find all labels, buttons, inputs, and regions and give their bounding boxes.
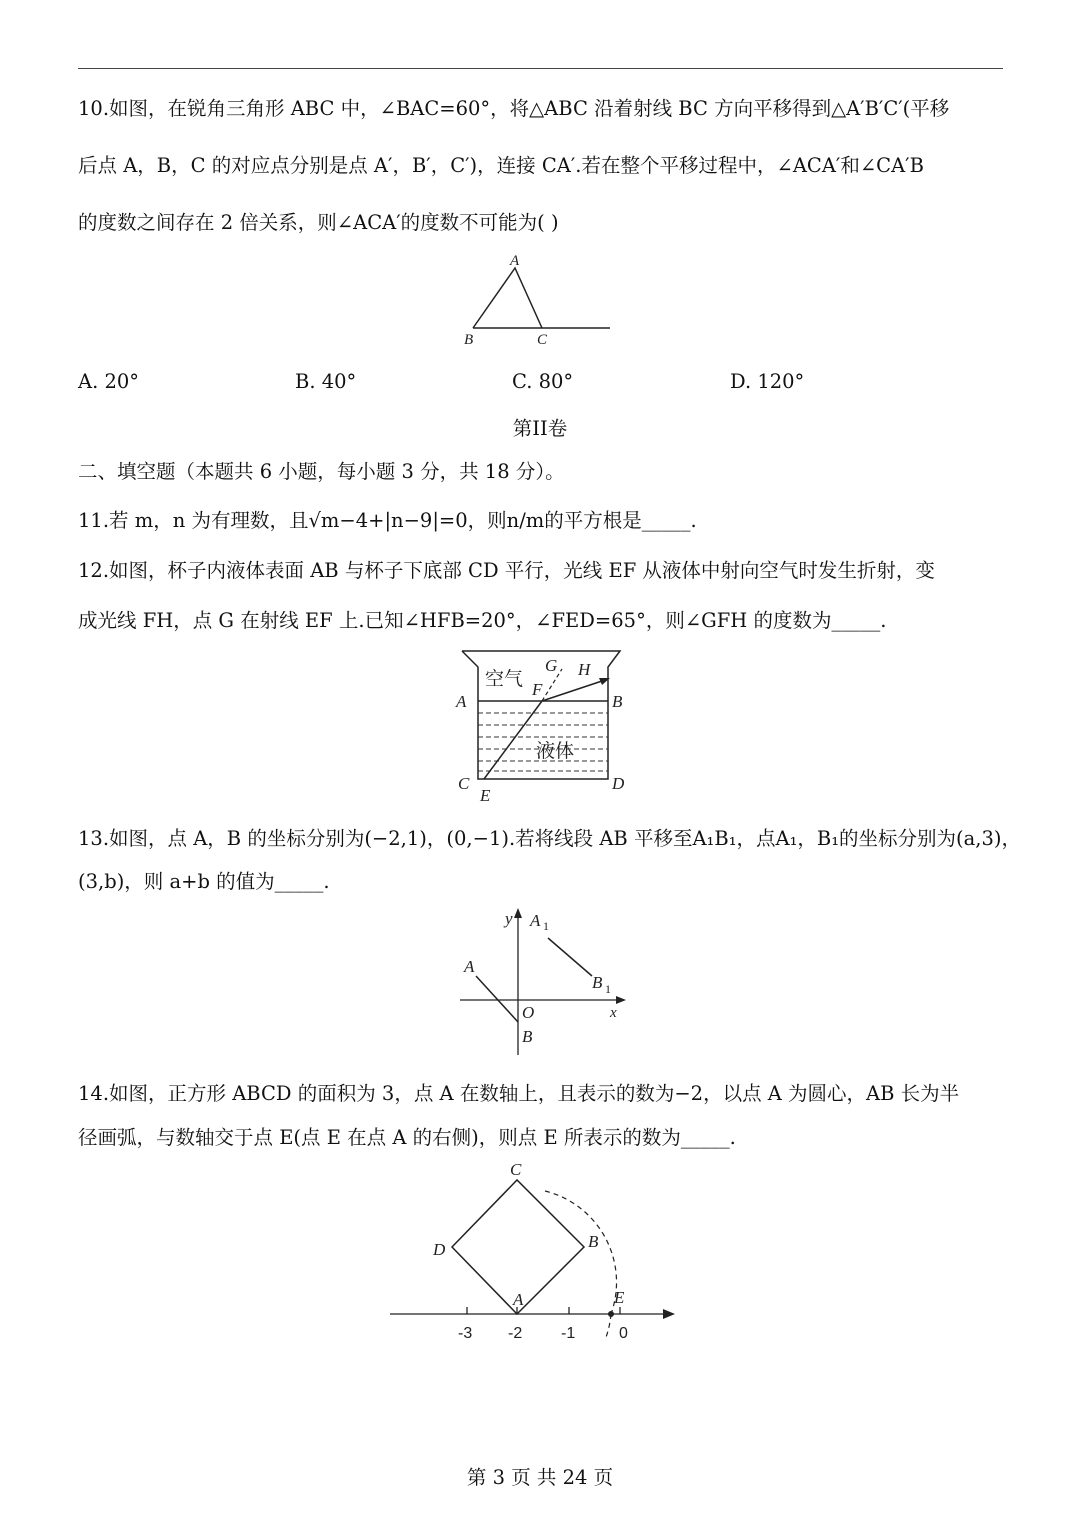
part2-title: 第II卷 <box>512 417 568 440</box>
q10-triangle-figure <box>455 250 625 350</box>
q13-label-y: y <box>505 909 513 928</box>
q14-label-e: E <box>614 1288 625 1307</box>
q14-label-b: B <box>588 1232 599 1251</box>
q14-tick-neg2: -2 <box>508 1325 523 1342</box>
page-footer: 第 3 页 共 24 页 <box>466 1466 614 1489</box>
q12-label-c: C <box>458 774 470 793</box>
q14-label-a: A <box>513 1290 524 1309</box>
q13-label-a: A <box>464 957 475 976</box>
q13-label-b1-sub: 1 <box>605 982 611 996</box>
q10-label-b: B <box>464 332 474 348</box>
q12-line2: 成光线 FH，点 G 在射线 EF 上.已知∠HFB=20°，∠FED=65°，则∠GFH 的度数为_____. <box>78 609 887 632</box>
q10-label-a: A <box>510 253 520 269</box>
q10-option-a: A. 20° <box>78 370 140 393</box>
q12-label-g: G <box>545 656 558 675</box>
q12-cup-figure <box>450 645 640 805</box>
q12-line1: 12.如图，杯子内液体表面 AB 与杯子下底部 CD 平行，光线 EF 从液体中射向空气时发生折射，变 <box>78 559 935 582</box>
q12-label-b: B <box>612 692 623 711</box>
q12-label-f: F <box>532 680 543 699</box>
q12-label-e: E <box>480 786 491 805</box>
q13-label-a1-sub: 1 <box>543 919 549 933</box>
q10-option-c: C. 80° <box>512 370 574 393</box>
q14-line1: 14.如图，正方形 ABCD 的面积为 3，点 A 在数轴上，且表示的数为−2，以点 A 为圆心，AB 长为半 <box>78 1082 960 1105</box>
q10-option-b: B. 40° <box>295 370 357 393</box>
q14-tick-neg3: -3 <box>458 1325 473 1342</box>
q14-label-d: D <box>433 1240 446 1259</box>
q13-label-o: O <box>522 1003 535 1022</box>
q13-label-b1: B <box>592 973 603 992</box>
q12-liquid-label: 液体 <box>536 740 575 762</box>
q12-air-label: 空气 <box>485 668 524 690</box>
q13-line1: 13.如图，点 A，B 的坐标分别为(−2,1)，(0,−1).若将线段 AB 平移至A₁B₁，点A₁，B₁的坐标分别为(a,3)， <box>78 827 1021 850</box>
q14-line2: 径画弧，与数轴交于点 E(点 E 在点 A 的右侧)，则点 E 所表示的数为_____. <box>78 1126 736 1149</box>
q13-label-b: B <box>522 1027 533 1046</box>
q10-option-d: D. 120° <box>730 370 805 393</box>
q14-tick-neg1: -1 <box>561 1325 576 1342</box>
header-rule <box>78 68 1003 69</box>
q12-label-h: H <box>578 660 591 679</box>
q13-line2: (3,b)，则 a+b 的值为_____. <box>78 870 330 893</box>
q13-coordinate-figure <box>452 900 632 1060</box>
q10-line1: 10.如图，在锐角三角形 ABC 中，∠BAC=60°，将△ABC 沿着射线 BC 方向平移得到△A′B′C′(平移 <box>78 97 950 120</box>
q12-label-a: A <box>456 692 467 711</box>
section2-heading: 二、填空题（本题共 6 小题，每小题 3 分，共 18 分）。 <box>78 460 565 483</box>
q14-tick-0: 0 <box>619 1325 628 1342</box>
q10-line2: 后点 A，B，C 的对应点分别是点 A′，B′，C′)，连接 CA′.若在整个平移过程中，∠ACA′和∠CA′B <box>78 154 924 177</box>
q13-label-a1: A <box>530 911 541 930</box>
q10-line3: 的度数之间存在 2 倍关系，则∠ACA′的度数不可能为( ) <box>78 211 559 234</box>
q14-square-figure <box>385 1155 680 1355</box>
q11-line1: 11.若 m，n 为有理数，且√m−4+|n−9|=0，则n/m的平方根是_____. <box>78 509 697 532</box>
q14-label-c: C <box>510 1160 522 1179</box>
q12-label-d: D <box>612 774 625 793</box>
q13-label-x: x <box>610 1005 617 1021</box>
q10-label-c: C <box>537 332 548 348</box>
